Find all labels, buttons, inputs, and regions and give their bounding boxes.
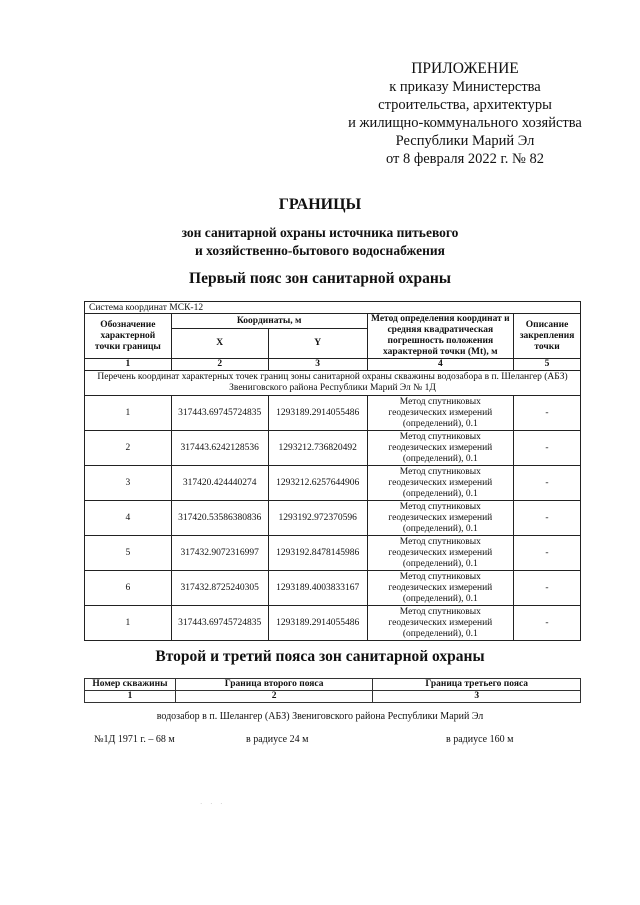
point-number: 5 (85, 536, 172, 571)
coord-y: 1293192.8478145986 (268, 536, 367, 571)
document-title: ГРАНИЦЫ (278, 196, 362, 213)
header-y: Y (268, 329, 367, 359)
appendix-header (330, 60, 600, 168)
description-cell: - (514, 396, 581, 431)
method-cell: Метод спутниковых геодезических измерений (определений), 0.1 (367, 431, 513, 466)
appendix-republic-line: Республики Марий Эл (395, 133, 535, 149)
header-well-number: Номер скважины (85, 679, 176, 691)
table-row (85, 501, 581, 536)
well-points-note: Перечень координат характерных точек границ зоны санитарной охраны скважины водозабора в п. Шелангер (АБЗ) Звениговского района Республики Марий Эл № 1Д (85, 371, 581, 396)
header-coordinates: Координаты, м (171, 314, 367, 329)
first-belt-title: Первый пояс зон санитарной охраны (189, 270, 451, 287)
coord-y: 1293189.2914055486 (268, 606, 367, 641)
coord-y: 1293192.972370596 (268, 501, 367, 536)
coord-x: 317432.9072316997 (171, 536, 268, 571)
method-cell: Метод спутниковых геодезических измерений (определений), 0.1 (367, 501, 513, 536)
coord-x: 317420.53586380836 (171, 501, 268, 536)
appendix-label: ПРИЛОЖЕНИЕ (411, 60, 519, 77)
description-cell: - (514, 571, 581, 606)
header-second-belt: Граница второго пояса (175, 679, 373, 691)
point-number: 1 (85, 606, 172, 641)
coord-x: 317420.424440274 (171, 466, 268, 501)
column-number-2: 2 (171, 359, 268, 371)
point-number: 2 (85, 431, 172, 466)
coord-x: 317443.69745724835 (171, 396, 268, 431)
table-row (85, 571, 581, 606)
coord-x: 317443.6242128536 (171, 431, 268, 466)
appendix-order-line: к приказу Министерства (389, 79, 541, 95)
coordinate-system-cell: Система координат МСК-12 (85, 302, 581, 314)
column-number-2: 2 (175, 691, 373, 703)
table-row (85, 606, 581, 641)
column-number-3: 3 (268, 359, 367, 371)
water-intake-title: водозабор в п. Шелангер (АБЗ) Звениговского района Республики Марий Эл (156, 711, 484, 722)
description-cell: - (514, 431, 581, 466)
header-x: X (171, 329, 268, 359)
scan-specks: · · · (200, 800, 226, 808)
coord-y: 1293212.6257644906 (268, 466, 367, 501)
description-cell: - (514, 536, 581, 571)
coord-y: 1293212.736820492 (268, 431, 367, 466)
column-number-1: 1 (85, 359, 172, 371)
first-belt-coordinates-table (84, 301, 581, 641)
table-row (85, 466, 581, 501)
appendix-ministry-line: строительства, архитектуры (378, 97, 552, 113)
method-cell: Метод спутниковых геодезических измерений (определений), 0.1 (367, 571, 513, 606)
description-cell: - (514, 606, 581, 641)
header-third-belt: Граница третьего пояса (373, 679, 581, 691)
well-number-value: №1Д 1971 г. – 68 м (94, 734, 175, 745)
second-third-belt-title: Второй и третий пояса зон санитарной охраны (155, 648, 485, 665)
description-cell: - (514, 466, 581, 501)
coord-x: 317432.8725240305 (171, 571, 268, 606)
header-method: Метод определения координат и средняя квадратическая погрешность положения характерной точки (Mt), м (367, 314, 513, 359)
method-cell: Метод спутниковых геодезических измерений (определений), 0.1 (367, 396, 513, 431)
description-cell: - (514, 501, 581, 536)
subtitle-line-2: и хозяйственно-бытового водоснабжения (195, 243, 445, 258)
second-belt-value: в радиусе 24 м (246, 734, 309, 745)
point-number: 1 (85, 396, 172, 431)
table-row (85, 431, 581, 466)
header-designation: Обозначение характерной точки границы (85, 314, 172, 359)
column-number-3: 3 (373, 691, 581, 703)
header-description: Описание закрепления точки (514, 314, 581, 359)
column-number-1: 1 (85, 691, 176, 703)
point-number: 3 (85, 466, 172, 501)
coord-x: 317443.69745724835 (171, 606, 268, 641)
appendix-date-line: от 8 февраля 2022 г. № 82 (385, 151, 545, 167)
method-cell: Метод спутниковых геодезических измерений (определений), 0.1 (367, 606, 513, 641)
column-number-4: 4 (367, 359, 513, 371)
second-third-belt-table (84, 678, 581, 703)
point-number: 4 (85, 501, 172, 536)
appendix-ministry-line-2: и жилищно-коммунального хозяйства (348, 115, 582, 131)
point-number: 6 (85, 571, 172, 606)
table-row (85, 396, 581, 431)
table-row (85, 536, 581, 571)
subtitle-line-1: зон санитарной охраны источника питьевого (181, 225, 459, 240)
column-number-5: 5 (514, 359, 581, 371)
coord-y: 1293189.4003833167 (268, 571, 367, 606)
coord-y: 1293189.2914055486 (268, 396, 367, 431)
method-cell: Метод спутниковых геодезических измерений (определений), 0.1 (367, 536, 513, 571)
method-cell: Метод спутниковых геодезических измерений (определений), 0.1 (367, 466, 513, 501)
third-belt-value: в радиусе 160 м (446, 734, 514, 745)
document-subtitle (0, 224, 640, 260)
